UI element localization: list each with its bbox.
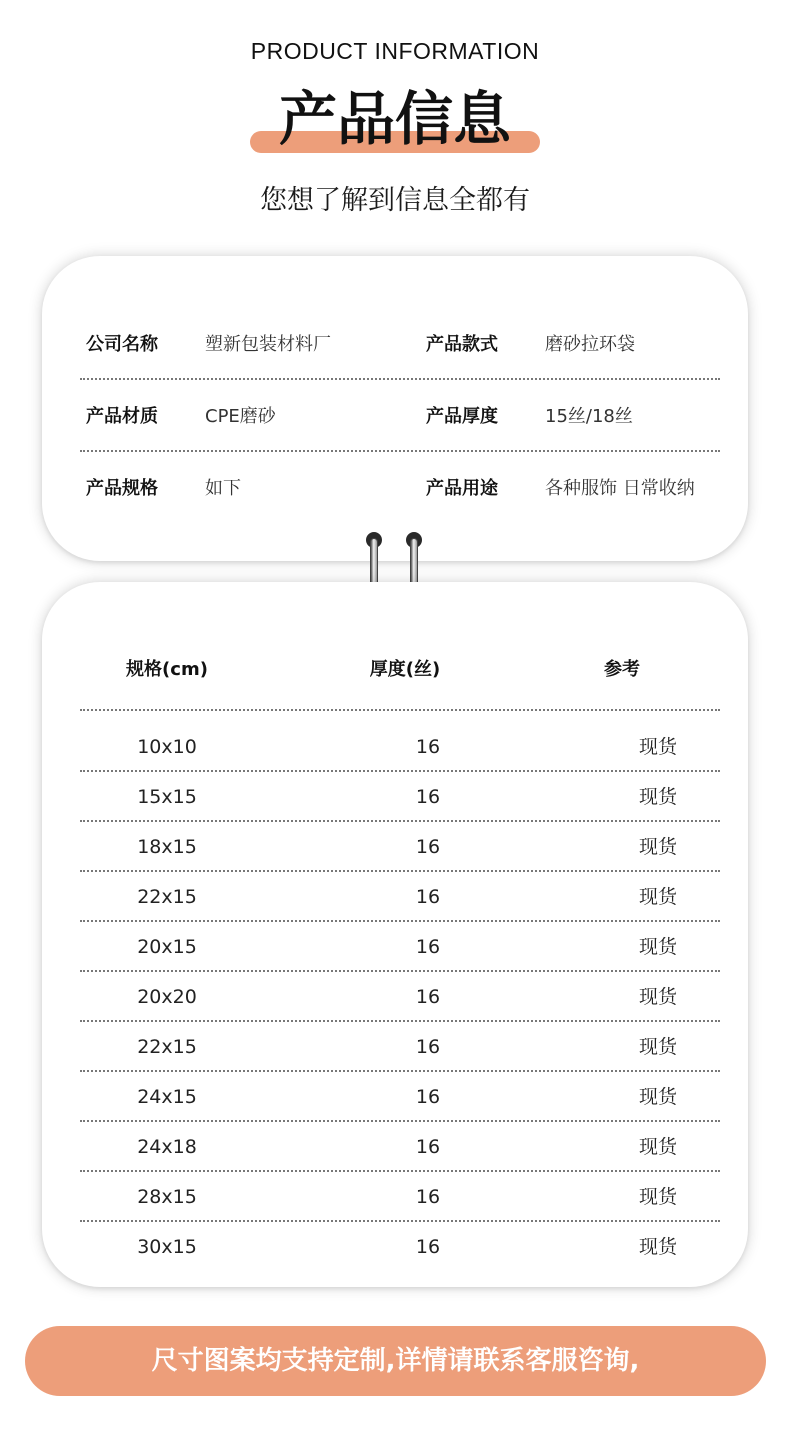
info-value: 磨砂拉环袋 — [545, 334, 635, 355]
cell-thickness: 16 — [415, 886, 441, 908]
cell-reference: 现货 — [638, 936, 677, 958]
info-value: 如下 — [205, 478, 241, 499]
cell-reference: 现货 — [638, 1136, 677, 1158]
cell-reference: 现货 — [638, 1036, 677, 1058]
cell-reference: 现货 — [638, 986, 677, 1008]
cell-size: 20x20 — [137, 986, 197, 1008]
page-title: 产品信息 — [278, 85, 511, 153]
table-row — [80, 1172, 720, 1222]
cell-thickness: 16 — [415, 1236, 441, 1258]
spec-table-card — [42, 582, 748, 1287]
table-row — [80, 922, 720, 972]
cell-reference: 现货 — [638, 1236, 677, 1258]
cell-reference: 现货 — [638, 736, 677, 758]
cell-size: 24x15 — [137, 1086, 197, 1108]
cell-thickness: 16 — [415, 1136, 441, 1158]
dotted-divider — [80, 450, 720, 452]
cell-thickness: 16 — [415, 736, 441, 758]
customization-banner: 尺寸图案均支持定制,详情请联系客服咨询, — [25, 1326, 766, 1396]
table-row — [80, 1072, 720, 1122]
tagline: 您想了解到信息全都有 — [260, 185, 530, 216]
cell-size: 15x15 — [137, 786, 197, 808]
dotted-divider — [80, 709, 720, 711]
info-row — [80, 382, 720, 452]
info-value: 15丝/18丝 — [545, 406, 633, 427]
table-row — [80, 1022, 720, 1072]
info-row — [80, 310, 720, 380]
column-header-thickness: 厚度(丝) — [369, 659, 441, 680]
cell-thickness: 16 — [415, 1036, 441, 1058]
cell-thickness: 16 — [415, 1086, 441, 1108]
cell-size: 20x15 — [137, 936, 197, 958]
cell-size: 10x10 — [137, 736, 197, 758]
info-label: 公司名称 — [86, 334, 158, 355]
column-header-reference: 参考 — [604, 659, 640, 680]
info-label: 产品规格 — [86, 478, 158, 499]
cell-thickness: 16 — [415, 786, 441, 808]
info-card — [42, 256, 748, 561]
info-value: 塑新包装材料厂 — [205, 334, 331, 355]
cell-size: 30x15 — [137, 1236, 197, 1258]
cell-thickness: 16 — [415, 986, 441, 1008]
subtitle-english: PRODUCT INFORMATION — [250, 38, 540, 64]
table-row — [80, 822, 720, 872]
dotted-divider — [80, 378, 720, 380]
cell-reference: 现货 — [638, 886, 677, 908]
table-row — [80, 722, 720, 772]
table-row — [80, 1222, 720, 1272]
info-label: 产品用途 — [426, 478, 498, 499]
table-row — [80, 772, 720, 822]
cell-thickness: 16 — [415, 1186, 441, 1208]
title-block — [0, 84, 790, 160]
info-row — [80, 454, 720, 524]
info-value: CPE磨砂 — [205, 406, 276, 427]
cell-reference: 现货 — [638, 836, 677, 858]
table-row — [80, 872, 720, 922]
table-row — [80, 972, 720, 1022]
cell-size: 28x15 — [137, 1186, 197, 1208]
cell-reference: 现货 — [638, 786, 677, 808]
cell-size: 22x15 — [137, 886, 197, 908]
info-label: 产品材质 — [86, 406, 158, 427]
cell-size: 22x15 — [137, 1036, 197, 1058]
info-label: 产品款式 — [426, 334, 498, 355]
cell-reference: 现货 — [638, 1086, 677, 1108]
info-label: 产品厚度 — [426, 406, 498, 427]
cell-thickness: 16 — [415, 936, 441, 958]
column-header-size: 规格(cm) — [126, 659, 208, 680]
table-row — [80, 1122, 720, 1172]
cell-thickness: 16 — [415, 836, 441, 858]
cell-size: 18x15 — [137, 836, 197, 858]
cell-reference: 现货 — [638, 1186, 677, 1208]
info-value: 各种服饰 日常收纳 — [545, 478, 695, 499]
cell-size: 24x18 — [137, 1136, 197, 1158]
